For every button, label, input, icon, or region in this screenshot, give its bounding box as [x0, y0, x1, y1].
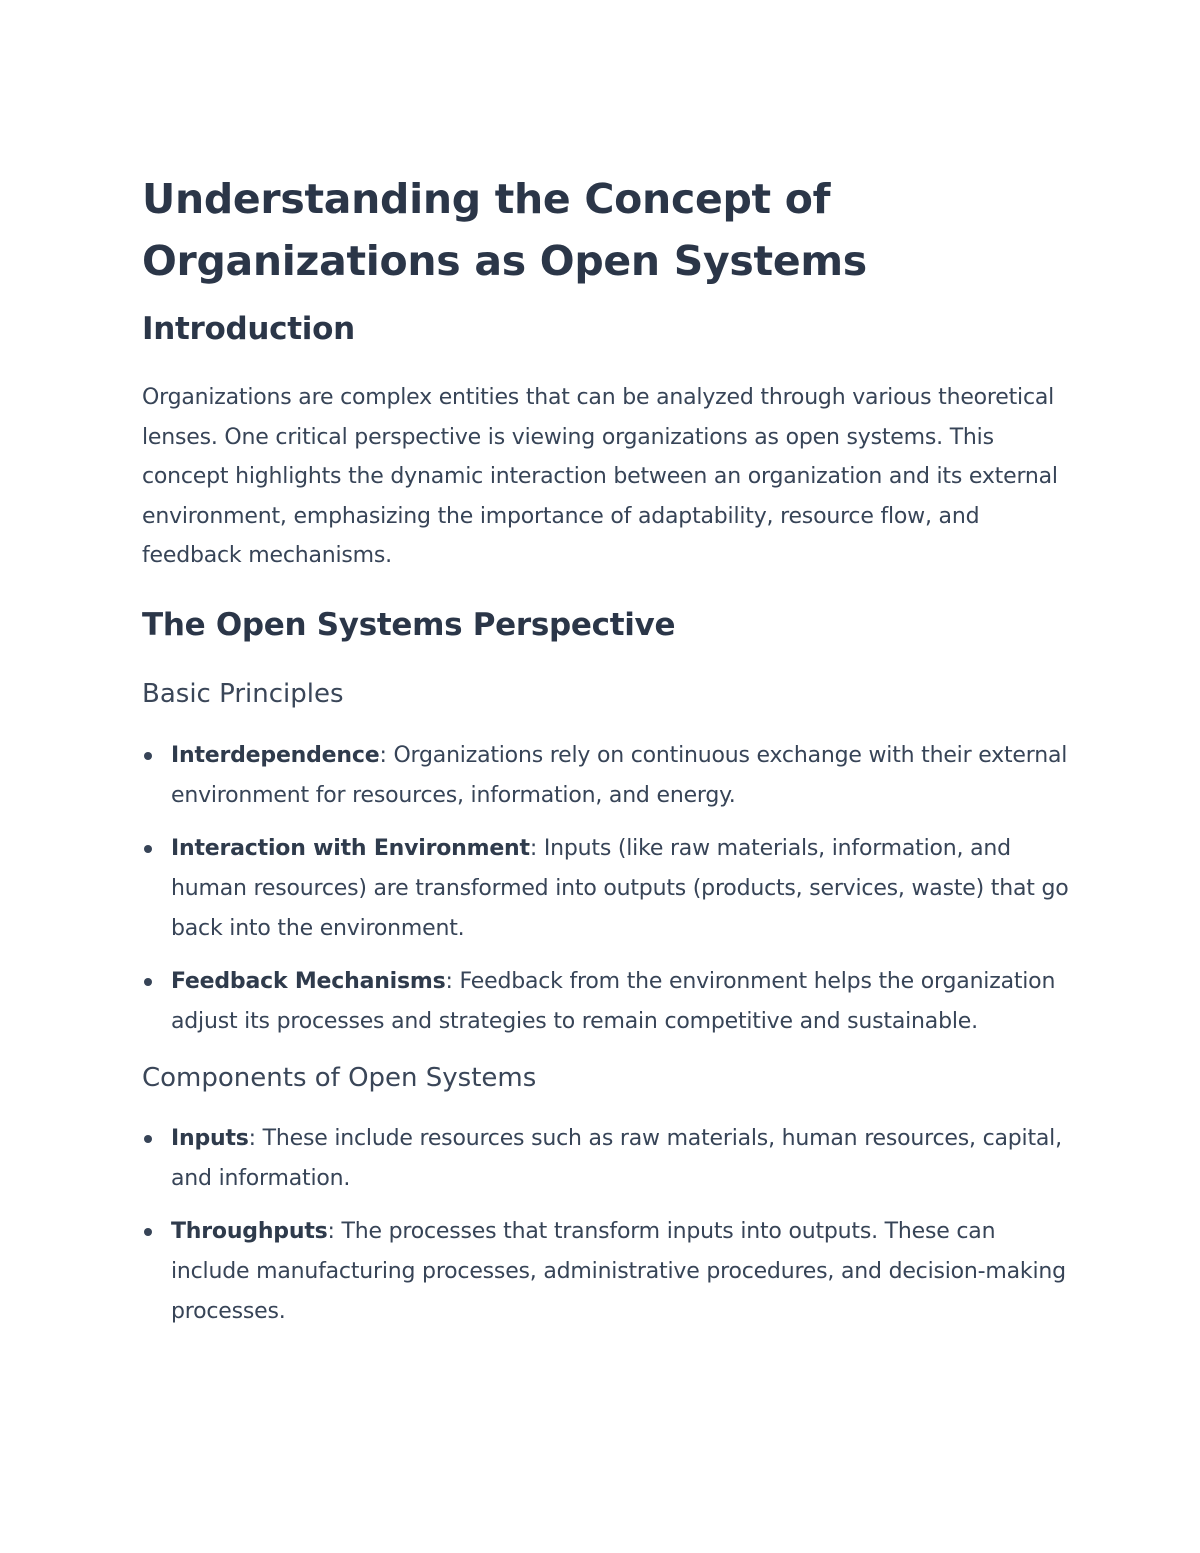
list-item-term: Inputs [171, 1125, 249, 1151]
introduction-paragraph: Organizations are complex entities that can be analyzed through various theoretical lenses. One critical perspective is viewing organizations as open systems. This concept highlights the dynamic interaction between an organization and its external environment, emphasizing the importance of adaptability, resource flow, and feedback mechanisms. [142, 385, 1058, 569]
list-item [142, 1119, 1072, 1199]
list-item-term: Interaction with Environment [171, 835, 530, 861]
document-title: Understanding the Concept of Organizations as Open Systems [142, 175, 867, 285]
bullet-icon [144, 1135, 152, 1143]
open-systems-heading: The Open Systems Perspective [142, 606, 676, 643]
list-item [142, 962, 1072, 1042]
list-item-term: Interdependence [171, 742, 380, 768]
basic-principles-heading: Basic Principles [142, 678, 344, 709]
components-heading: Components of Open Systems [142, 1062, 537, 1093]
list-item [142, 829, 1072, 949]
bullet-icon [144, 978, 152, 986]
list-item-term: Throughputs [171, 1218, 328, 1244]
list-item-text: : Organizations rely on continuous exchange with their external environment for resources, information, and energy. [171, 742, 1068, 808]
bullet-icon [144, 1228, 152, 1236]
list-item [142, 736, 1072, 816]
list-item [142, 1212, 1072, 1332]
list-item-text: : These include resources such as raw materials, human resources, capital, and information. [171, 1125, 1062, 1191]
list-item-term: Feedback Mechanisms [171, 968, 446, 994]
list-item-text: : Inputs (like raw materials, information, and human resources) are transformed into outputs (products, services, waste) that go back into the environment. [171, 835, 1069, 941]
basic-principles-list [142, 736, 1072, 1042]
bullet-icon [144, 752, 152, 760]
introduction-heading: Introduction [142, 311, 355, 347]
bullet-icon [144, 845, 152, 853]
document-page [142, 168, 1072, 1332]
list-item-text: : Feedback from the environment helps the organization adjust its processes and strategies to remain competitive and sustainable. [171, 968, 1056, 1034]
components-list [142, 1119, 1072, 1332]
list-item-text: : The processes that transform inputs into outputs. These can include manufacturing processes, administrative procedures, and decision-making processes. [171, 1218, 1066, 1324]
